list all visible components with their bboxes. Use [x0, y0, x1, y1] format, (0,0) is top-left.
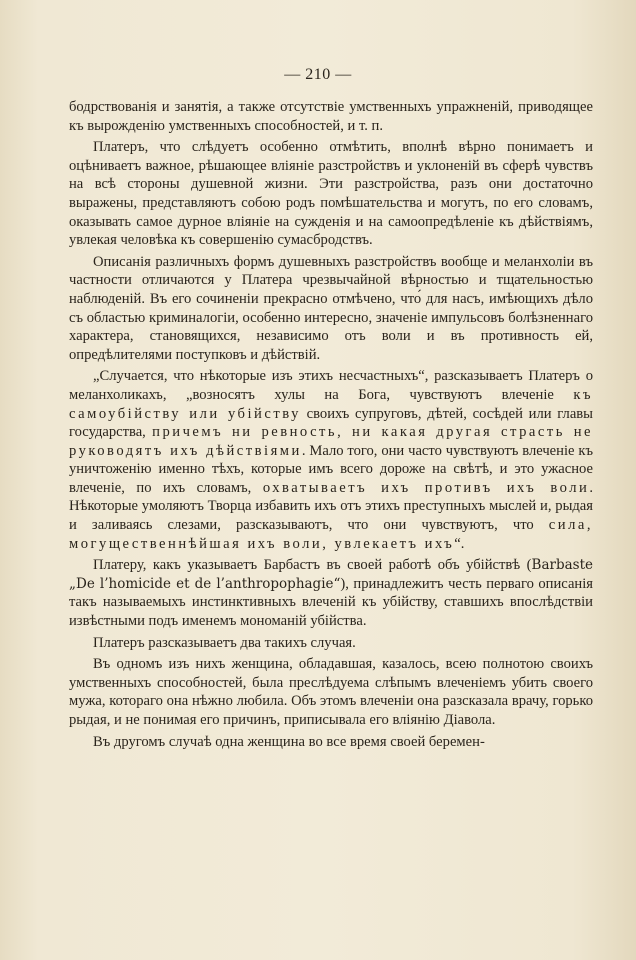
- paragraph: [69, 367, 593, 553]
- text-run: ), принадлежитъ честь перваго описанія такъ называемыхъ инстинктивныхъ влеченій къ убійству, ставшихъ впослѣдствіи извѣстными подъ именемъ мономаній убійства.: [69, 575, 594, 630]
- text-run: Описанія различныхъ формъ душевныхъ разстройствъ вообще и меланхоліи въ частности отличаются у Платера чрезвычайной вѣрностью и тщательностью наблюденій. Въ его сочиненіи прекрасно отмѣчено, что́ для насъ, имѣющихъ дѣло съ областью криминалогіи, особенно интересно, значеніе импульсовъ болѣзненнаго характера, становящихся, независимо отъ воли и въ противность ей, опредѣлителями поступковъ и дѣйствій.: [69, 253, 593, 363]
- paragraph: [69, 253, 593, 365]
- text-run: Въ одномъ изъ нихъ женщина, обладавшая, казалось, всею полнотою своихъ умственныхъ способностей, была преслѣдуема слѣпымъ влеченіемъ убить своего мужа, котораго она нѣжно любила. Объ этомъ влеченіи она разсказала врачу, горько рыдая, и не понимая его причинъ, приписывала его вліянію Діавола.: [69, 656, 593, 728]
- text-run: “.: [454, 535, 465, 552]
- text-run: . Нѣкоторые умоляютъ Творца избавить ихъ отъ этихъ преступныхъ мыслей и, рыдая и заливаясь слезами, разсказываютъ, что они чувствуютъ, что: [69, 479, 593, 534]
- text-run: Платеръ разсказываетъ два такихъ случая.: [93, 634, 356, 651]
- spaced-emphasis: сила, могущественнѣйшая ихъ воли, увлекаетъ ихъ: [69, 517, 593, 552]
- page-number: — 210 —: [284, 66, 352, 83]
- spaced-emphasis: охватываетъ ихъ противъ ихъ воли: [262, 479, 590, 496]
- spaced-emphasis: причемъ ни ревность, ни какая другая страсть не руководятъ ихъ дѣйствіями: [69, 424, 593, 459]
- paragraph: [69, 556, 593, 630]
- text-run: Платеръ, что слѣдуетъ особенно отмѣтить, вполнѣ вѣрно понимаетъ и оцѣниваетъ важное, рѣшающее вліяніе разстройствъ и уклоненій въ сферѣ чувствъ на всѣ стороны душевной жизни. Эти разстройства, разъ они достаточно выражены, представляютъ собою родъ помѣшательства и могутъ, по его словамъ, оказывать самое дурное вліяніе на сужденія и на самоопредѣленіе къ дѣйствіямъ, увлекая человѣка къ совершенію сумасбродствъ.: [69, 139, 593, 249]
- text-run: бодрствованія и занятія, а также отсутствіе умственныхъ упражненій, приводящее къ вырожденію умственныхъ способностей, и т. п.: [69, 99, 593, 134]
- paragraph: [69, 138, 593, 250]
- latin-citation: Barbaste „De l’homicide et de l’anthropophagie“: [69, 557, 593, 592]
- text-run: „Случается, что нѣкоторые изъ этихъ несчастныхъ“, разсказываетъ Платеръ о меланхоликахъ, „возносятъ хулы на Бога, чувствуютъ влеченіе: [69, 368, 593, 403]
- paragraph: [69, 98, 593, 135]
- paragraph: [69, 655, 593, 729]
- text-run: . Мало того, они часто чувствуютъ влеченіе къ уничтоженію именно тѣхъ, которые имъ всего дороже на свѣтѣ, и это ужасное влеченіе, по ихъ словамъ,: [69, 442, 594, 496]
- paragraph: [69, 634, 593, 653]
- text-run: своихъ супруговъ, дѣтей, сосѣдей или главы государства,: [69, 405, 593, 441]
- paragraph: [69, 733, 593, 752]
- body-text: [69, 98, 593, 754]
- text-run: Въ другомъ случаѣ одна женщина во все время своей беремен-: [93, 733, 485, 750]
- text-run: Платеру, какъ указываетъ Барбастъ въ своей работѣ объ убійствѣ (: [93, 557, 532, 574]
- spaced-emphasis: къ самоубійству или убійству: [69, 386, 593, 422]
